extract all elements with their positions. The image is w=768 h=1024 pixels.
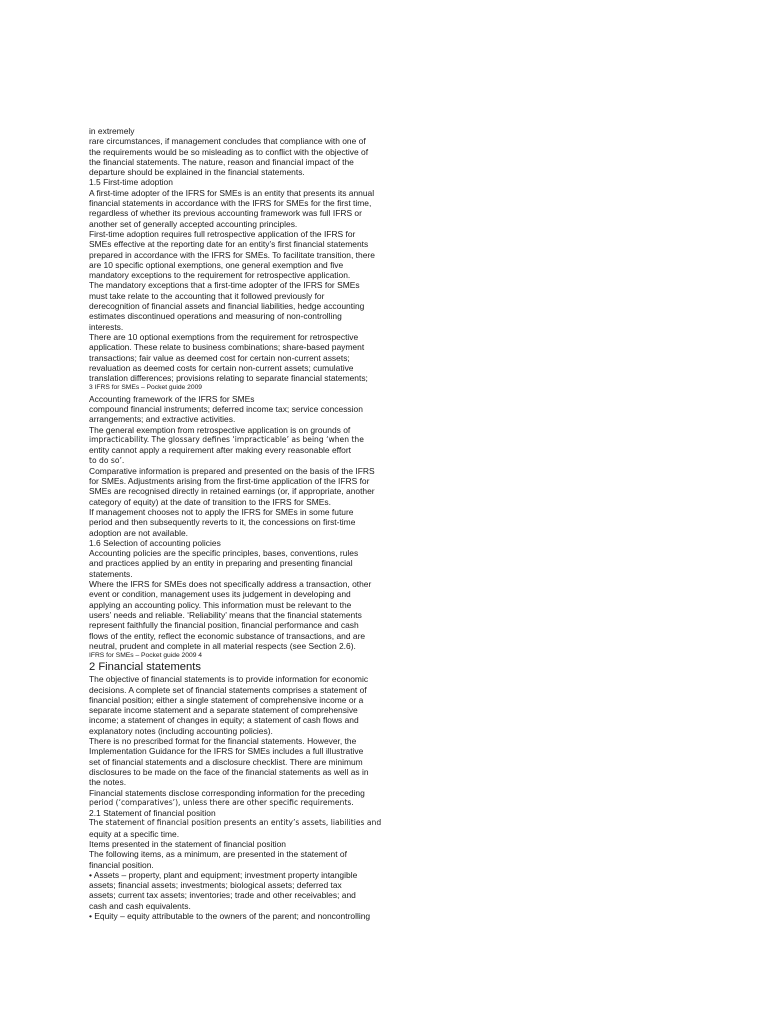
- text-line: derecognition of financial assets and financial liabilities, hedge accounting: [89, 301, 365, 312]
- text-line: There is no prescribed format for the financial statements. However, the: [89, 736, 357, 747]
- text-line: impracticability. The glossary defines ‘impracticable’ as being ‘when the: [89, 434, 364, 444]
- section-heading: 2 Financial statements: [89, 661, 201, 674]
- text-line: disclosures to be made on the face of the financial statements as well as in: [89, 766, 369, 777]
- text-line: the notes.: [89, 777, 127, 788]
- text-line: category of equity) at the date of transition to the IFRS for SMEs.: [89, 496, 331, 507]
- text-line: rare circumstances, if management concludes that compliance with one of: [89, 136, 366, 147]
- text-line: mandatory exceptions to the requirement for retrospective application.: [89, 270, 351, 281]
- text-line: First-time adoption requires full retrospective application of the IFRS for: [89, 228, 356, 239]
- text-line: to do so’.: [89, 455, 125, 465]
- text-line: The statement of financial position presents an entity’s assets, liabilities and: [89, 818, 382, 828]
- text-line: and practices applied by an entity in preparing and presenting financial: [89, 558, 353, 569]
- text-line: A first-time adopter of the IFRS for SMEs is an entity that presents its annual: [89, 187, 375, 198]
- text-line: Implementation Guidance for the IFRS for SMEs includes a full illustrative: [89, 746, 364, 757]
- text-line: The mandatory exceptions that a first-time adopter of the IFRS for SMEs: [89, 280, 360, 291]
- text-line: compound financial instruments; deferred income tax; service concession: [89, 404, 363, 415]
- text-line: If management chooses not to apply the IFRS for SMEs in some future: [89, 506, 354, 517]
- text-line: assets; current tax assets; inventories; trade and other receivables; and: [89, 890, 356, 901]
- text-line: departure should be explained in the financial statements.: [89, 167, 305, 178]
- text-line: estimates discontinued operations and measuring of non-controlling: [89, 311, 342, 322]
- text-line: Comparative information is prepared and presented on the basis of the IFRS: [89, 465, 375, 476]
- text-line: set of financial statements and a disclosure checklist. There are minimum: [89, 756, 363, 767]
- text-line: application. These relate to business combinations; share-based payment: [89, 342, 365, 353]
- text-line: There are 10 optional exemptions from the requirement for retrospective: [89, 331, 359, 342]
- text-line: adoption are not available.: [89, 527, 188, 538]
- text-line: regardless of whether its previous accounting framework was full IFRS or: [89, 208, 362, 219]
- text-line: The general exemption from retrospective application is on grounds of: [89, 424, 351, 435]
- page-footer-note: 3 IFRS for SMEs – Pocket guide 2009: [89, 384, 203, 392]
- text-line: SMEs are recognised directly in retained earnings (or, if appropriate, another: [89, 486, 375, 497]
- text-line: 2.1 Statement of financial position: [89, 808, 216, 819]
- text-line: another set of generally accepted accounting principles.: [89, 218, 298, 229]
- text-line: must take relate to the accounting that it followed previously for: [89, 290, 325, 301]
- text-line: revaluation as deemed costs for certain non-current assets; cumulative: [89, 362, 354, 373]
- text-line: the financial statements. The nature, reason and financial impact of the: [89, 156, 354, 167]
- text-line: explanatory notes (including accounting policies).: [89, 725, 273, 736]
- text-line: Accounting policies are the specific principles, bases, conventions, rules: [89, 548, 359, 559]
- text-line: 1.5 First-time adoption: [89, 177, 173, 188]
- text-line: Where the IFRS for SMEs does not specifically address a transaction, other: [89, 579, 372, 590]
- text-line: are 10 specific optional exemptions, one general exemption and five: [89, 259, 344, 270]
- text-line: • Equity – equity attributable to the owners of the parent; and noncontrolling: [89, 911, 371, 922]
- text-line: equity at a specific time.: [89, 828, 180, 839]
- text-line: Items presented in the statement of financial position: [89, 838, 286, 849]
- text-line: statements.: [89, 568, 133, 579]
- text-line: financial position.: [89, 859, 154, 870]
- text-line: financial statements in accordance with the IFRS for SMEs for the first time,: [89, 198, 372, 209]
- text-line: in extremely: [89, 126, 135, 136]
- text-line: translation differences; provisions relating to separate financial statements;: [89, 373, 368, 384]
- text-line: income; a statement of changes in equity; a statement of cash flows and: [89, 715, 359, 726]
- text-line: arrangements; and extractive activities.: [89, 414, 236, 425]
- text-line: applying an accounting policy. This information must be relevant to the: [89, 599, 352, 610]
- text-line: The following items, as a minimum, are presented in the statement of: [89, 849, 347, 860]
- text-line: transactions; fair value as deemed cost for certain non-current assets;: [89, 352, 350, 363]
- text-line: period (‘comparatives’), unless there are other specific requirements.: [89, 797, 354, 807]
- text-line: event or condition, management uses its judgement in developing and: [89, 589, 351, 600]
- text-line: Financial statements disclose corresponding information for the preceding: [89, 787, 365, 798]
- text-line: entity cannot apply a requirement after making every reasonable effort: [89, 445, 352, 456]
- text-line: separate income statement and a separate statement of comprehensive: [89, 705, 358, 716]
- text-line: flows of the entity, reflect the economic substance of transactions, and are: [89, 630, 366, 641]
- text-line: SMEs effective at the reporting date for an entity’s first financial statements: [89, 239, 369, 250]
- text-line: Accounting framework of the IFRS for SMEs: [89, 393, 255, 404]
- text-line: neutral, prudent and complete in all material respects (see Section 2.6).: [89, 640, 356, 651]
- text-line: period and then subsequently reverts to it, the concessions on first-time: [89, 517, 356, 528]
- text-line: • Assets – property, plant and equipment; investment property intangible: [89, 869, 358, 880]
- text-line: assets; financial assets; investments; biological assets; deferred tax: [89, 880, 342, 891]
- text-line: for SMEs. Adjustments arising from the first-time application of the IFRS for: [89, 476, 370, 487]
- text-line: the requirements would be so misleading as to conflict with the objective of: [89, 146, 369, 157]
- text-line: decisions. A complete set of financial statements comprises a statement of: [89, 684, 367, 695]
- text-line: financial position; either a single statement of comprehensive income or a: [89, 694, 364, 705]
- text-line: The objective of financial statements is to provide information for economic: [89, 674, 369, 685]
- page-footer-note: IFRS for SMEs – Pocket guide 2009 4: [89, 652, 203, 660]
- text-line: prepared in accordance with the IFRS for SMEs. To facilitate transition, there: [89, 249, 375, 260]
- text-line: cash and cash equivalents.: [89, 900, 191, 911]
- text-line: represent faithfully the financial position, financial performance and cash: [89, 620, 359, 631]
- document-body: [89, 126, 394, 921]
- text-line: users’ needs and reliable. ‘Reliability’ means that the financial statements: [89, 609, 362, 620]
- text-line: 1.6 Selection of accounting policies: [89, 537, 221, 548]
- text-line: interests.: [89, 321, 124, 332]
